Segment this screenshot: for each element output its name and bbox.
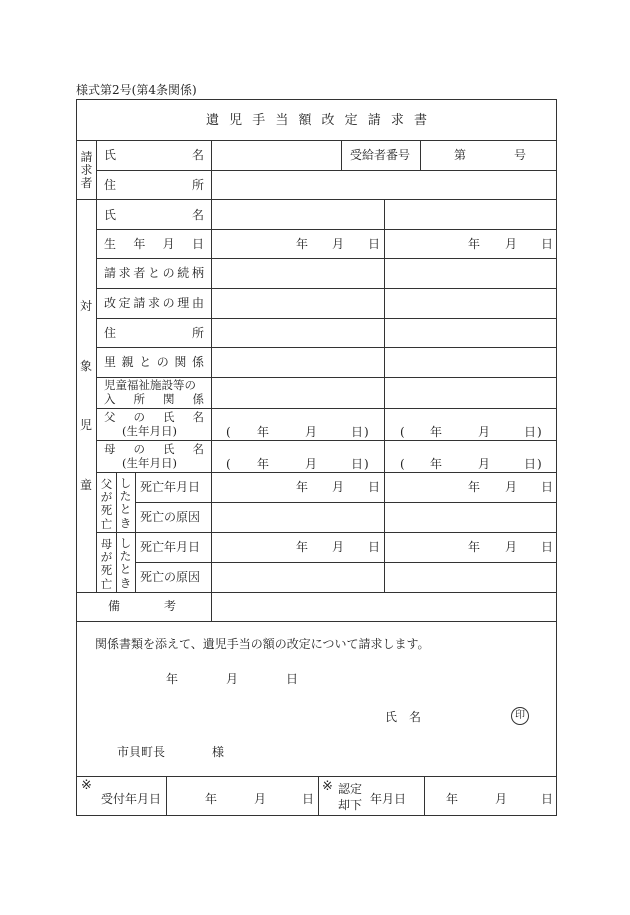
birth-day-1: 日 [368, 237, 381, 251]
relation-label: 請 求 者 と の 続 柄 [104, 266, 204, 280]
child-second-column-line [384, 199, 385, 592]
father-death-month-1: 月 [332, 480, 345, 494]
birth-month-1: 月 [332, 237, 345, 251]
addressee: 市貝町長 [117, 745, 166, 759]
decision-date-label: 年月日 [370, 792, 407, 806]
declaration-month: 月 [226, 672, 239, 686]
father-birth-day-1: 日 [351, 425, 364, 439]
paren-open: ( [400, 425, 405, 439]
facility-label-line1: 児童福祉施設等の [104, 378, 196, 392]
declaration-name-label-2: 名 [409, 710, 422, 724]
child-name-label: 氏 名 [104, 208, 204, 222]
father-birth-year-1: 年 [257, 425, 270, 439]
father-name-label: 父 の 氏 名 [104, 410, 204, 424]
mother-death-side-label: 母 が 死 亡 [100, 537, 113, 591]
row-line [96, 440, 557, 441]
mother-death-day-2: 日 [541, 540, 554, 554]
birth-year-1: 年 [296, 237, 309, 251]
decision-approve-label: 認定 [338, 782, 363, 796]
received-month: 月 [254, 792, 267, 806]
foster-relation-label: 里 親 と の 関 係 [104, 355, 204, 369]
paren-close: ) [364, 457, 369, 471]
father-birth-year-2: 年 [430, 425, 443, 439]
mother-birth-year-2: 年 [430, 457, 443, 471]
mother-death-date-label: 死亡年月日 [140, 540, 201, 554]
child-bottom-line [76, 592, 557, 593]
row-line [96, 532, 557, 533]
facility-label-line2: 入 所 関 係 [104, 392, 204, 406]
form-number: 様式第2号(第4条関係) [76, 83, 197, 97]
row-line [135, 562, 557, 563]
decision-month: 月 [495, 792, 508, 806]
form-title: 遺 児 手 当 額 改 定 請 求 書 [206, 113, 427, 128]
birth-year-2: 年 [468, 237, 481, 251]
footer-line [424, 776, 425, 816]
mother-name-label: 母 の 氏 名 [104, 442, 204, 456]
remarks-bottom-line [76, 621, 557, 622]
child-birthdate-label: 生 年 月 日 [104, 237, 204, 251]
number-prefix: 第 [454, 148, 467, 162]
received-date-label: 受付年月日 [101, 792, 162, 806]
birth-day-2: 日 [541, 237, 554, 251]
row-line [96, 347, 557, 348]
mother-birth-year-1: 年 [257, 457, 270, 471]
father-birth-month-2: 月 [478, 425, 491, 439]
mother-death-month-1: 月 [332, 540, 345, 554]
mother-birth-month-1: 月 [305, 457, 318, 471]
row-line [96, 318, 557, 319]
death-when-column-line [135, 472, 136, 592]
claimant-name-label: 氏 名 [104, 148, 204, 162]
mother-death-day-1: 日 [368, 540, 381, 554]
declaration-day: 日 [286, 672, 299, 686]
father-birth-month-1: 月 [305, 425, 318, 439]
paren-close: ) [537, 457, 542, 471]
row-line [96, 258, 557, 259]
mother-birthdate-label: (生年月日) [122, 456, 177, 470]
declaration-name-label-1: 氏 [385, 710, 398, 724]
mother-death-year-2: 年 [468, 540, 481, 554]
addressee-honorific: 様 [212, 745, 225, 759]
recipient-number-line-right [420, 140, 421, 170]
mother-birth-day-1: 日 [351, 457, 364, 471]
mother-when-label: し た と き [119, 536, 132, 590]
row-line [96, 229, 557, 230]
received-year: 年 [205, 792, 218, 806]
footer-line [166, 776, 167, 816]
row-line [96, 288, 557, 289]
declaration-year: 年 [166, 672, 179, 686]
label-column-line [211, 140, 212, 622]
mother-death-year-1: 年 [296, 540, 309, 554]
child-address-label: 住 所 [104, 326, 204, 340]
mother-death-month-2: 月 [505, 540, 518, 554]
paren-open: ( [226, 425, 231, 439]
father-death-day-1: 日 [368, 480, 381, 494]
father-death-cause-label: 死亡の原因 [140, 510, 201, 524]
note-mark-2: ※ [322, 779, 333, 794]
paren-close: ) [364, 425, 369, 439]
recipient-number-line-left [341, 140, 342, 170]
father-birth-day-2: 日 [524, 425, 537, 439]
recipient-number-label: 受給者番号 [350, 148, 411, 162]
mother-birth-day-2: 日 [524, 457, 537, 471]
footer-line [318, 776, 319, 816]
mother-birth-month-2: 月 [478, 457, 491, 471]
father-death-side-label: 父 が 死 亡 [100, 477, 113, 531]
decision-reject-label: 却下 [338, 798, 363, 812]
decision-day: 日 [541, 792, 554, 806]
child-group-label-3: 児 [80, 418, 93, 432]
child-group-label-1: 対 [80, 299, 93, 313]
father-death-year-2: 年 [468, 480, 481, 494]
claimant-address-label: 住 所 [104, 178, 204, 192]
mother-death-cause-label: 死亡の原因 [140, 570, 201, 584]
received-day: 日 [302, 792, 315, 806]
father-death-date-label: 死亡年月日 [140, 480, 201, 494]
father-death-month-2: 月 [505, 480, 518, 494]
child-group-label-4: 童 [80, 478, 93, 492]
decision-year: 年 [446, 792, 459, 806]
seal-mark-icon: 印 [511, 707, 529, 725]
row-line [135, 502, 557, 503]
paren-open: ( [226, 457, 231, 471]
birth-month-2: 月 [505, 237, 518, 251]
claimant-bottom-line [76, 199, 557, 200]
note-mark-1: ※ [81, 778, 92, 793]
father-birthdate-label: (生年月日) [122, 424, 177, 438]
number-suffix: 号 [514, 148, 527, 162]
father-death-day-2: 日 [541, 480, 554, 494]
remarks-label: 備 考 [108, 599, 176, 613]
row-line [96, 472, 557, 473]
paren-close: ) [537, 425, 542, 439]
child-group-label-2: 象 [80, 359, 93, 373]
declaration-statement: 関係書類を添えて、遺児手当の額の改定について請求します。 [95, 637, 430, 651]
father-death-year-1: 年 [296, 480, 309, 494]
father-when-label: し た と き [119, 476, 132, 530]
title-divider [76, 140, 557, 141]
claimant-group-label: 請 求 者 [80, 150, 93, 191]
paren-open: ( [400, 457, 405, 471]
claimant-row-line [96, 170, 557, 171]
row-line [96, 408, 557, 409]
revision-reason-label: 改 定 請 求 の 理 由 [104, 296, 204, 310]
